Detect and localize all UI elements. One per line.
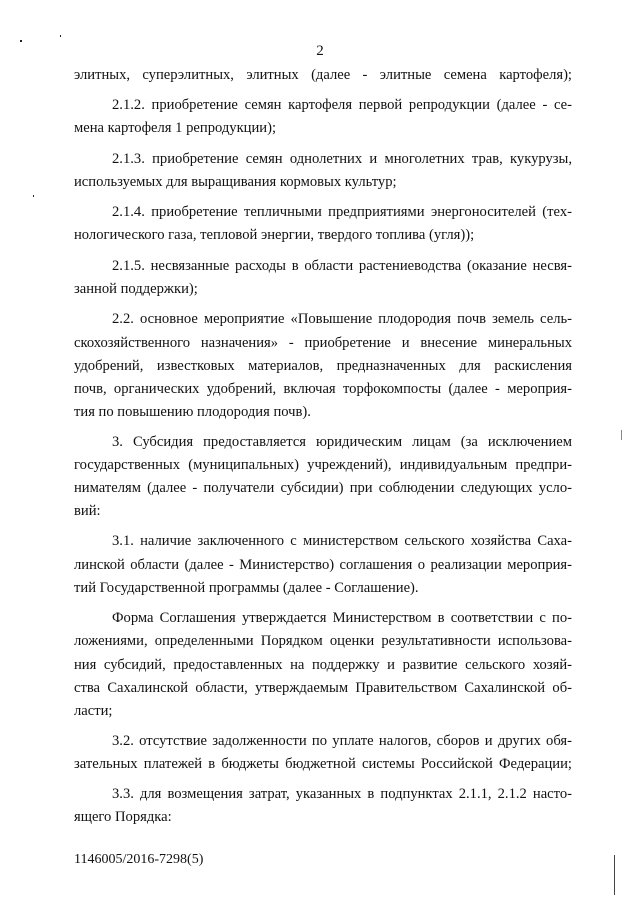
- text-line: скохозяйственного назначения» - приобретение и внесение минеральных: [74, 335, 572, 351]
- text-line: 2.1.5. несвязанные расходы в области растениеводства (оказание несвя-: [112, 258, 572, 274]
- scan-speck: [20, 40, 22, 42]
- scan-speck: [621, 430, 622, 440]
- text-line: тий Государственной программы (далее - Соглашение).: [74, 580, 419, 596]
- text-line: тия по повышению плодородия почв).: [74, 404, 311, 420]
- text-line: государственных (муниципальных) учреждений), индивидуальным предпри-: [74, 457, 572, 473]
- text-line: зательных платежей в бюджеты бюджетной системы Российской Федерации;: [74, 756, 572, 772]
- text-line: мена картофеля 1 репродукции);: [74, 120, 277, 136]
- text-line: занной поддержки);: [74, 281, 198, 297]
- text-line: 2.1.4. приобретение тепличными предприятиями энергоносителей (тех-: [112, 204, 572, 220]
- text-line: Форма Соглашения утверждается Министерством в соответствии с по-: [112, 610, 572, 626]
- text-line: нологического газа, тепловой энергии, твердого топлива (угля));: [74, 227, 475, 243]
- text-line: 3.1. наличие заключенного с министерством сельского хозяйства Саха-: [112, 533, 572, 549]
- text-line: ства Сахалинской области, утверждаемым Правительством Сахалинской об-: [74, 680, 572, 696]
- text-line: почв, органических удобрений, включая торфокомпосты (далее - мероприя-: [74, 381, 572, 397]
- text-line: элитных, суперэлитных, элитных (далее - элитные семена картофеля);: [74, 67, 572, 83]
- text-line: нимателям (далее - получатели субсидии) при соблюдении следующих усло-: [74, 480, 572, 496]
- text-line: 3. Субсидия предоставляется юридическим лицам (за исключением: [112, 434, 572, 450]
- text-line: 2.1.3. приобретение семян однолетних и многолетних трав, кукурузы,: [112, 151, 572, 167]
- text-line: используемых для выращивания кормовых культур;: [74, 174, 397, 190]
- text-line: 3.2. отсутствие задолженности по уплате налогов, сборов и других обя-: [112, 733, 572, 749]
- page-number: 2: [316, 43, 324, 59]
- text-line: удобрений, известковых материалов, предназначенных для раскисления: [74, 358, 572, 374]
- text-line: 3.3. для возмещения затрат, указанных в подпунктах 2.1.1, 2.1.2 насто-: [112, 786, 572, 802]
- document-code: 1146005/2016-7298(5): [74, 852, 204, 867]
- text-line: линской области (далее - Министерство) соглашения о реализации мероприя-: [74, 557, 572, 573]
- text-line: 2.1.2. приобретение семян картофеля первой репродукции (далее - се-: [112, 97, 572, 113]
- text-line: 2.2. основное мероприятие «Повышение плодородия почв земель сель-: [112, 311, 572, 327]
- text-line: вий:: [74, 503, 101, 519]
- text-line: ящего Порядка:: [74, 809, 172, 825]
- text-line: ласти;: [74, 703, 113, 719]
- scan-speck: [33, 195, 34, 197]
- text-line: ложениями, определенными Порядком оценки результативности использова-: [74, 633, 572, 649]
- scan-speck: [614, 855, 615, 895]
- scan-speck: [60, 35, 61, 37]
- text-line: ния субсидий, предоставленных на поддержку и развитие сельского хозяй-: [74, 657, 572, 673]
